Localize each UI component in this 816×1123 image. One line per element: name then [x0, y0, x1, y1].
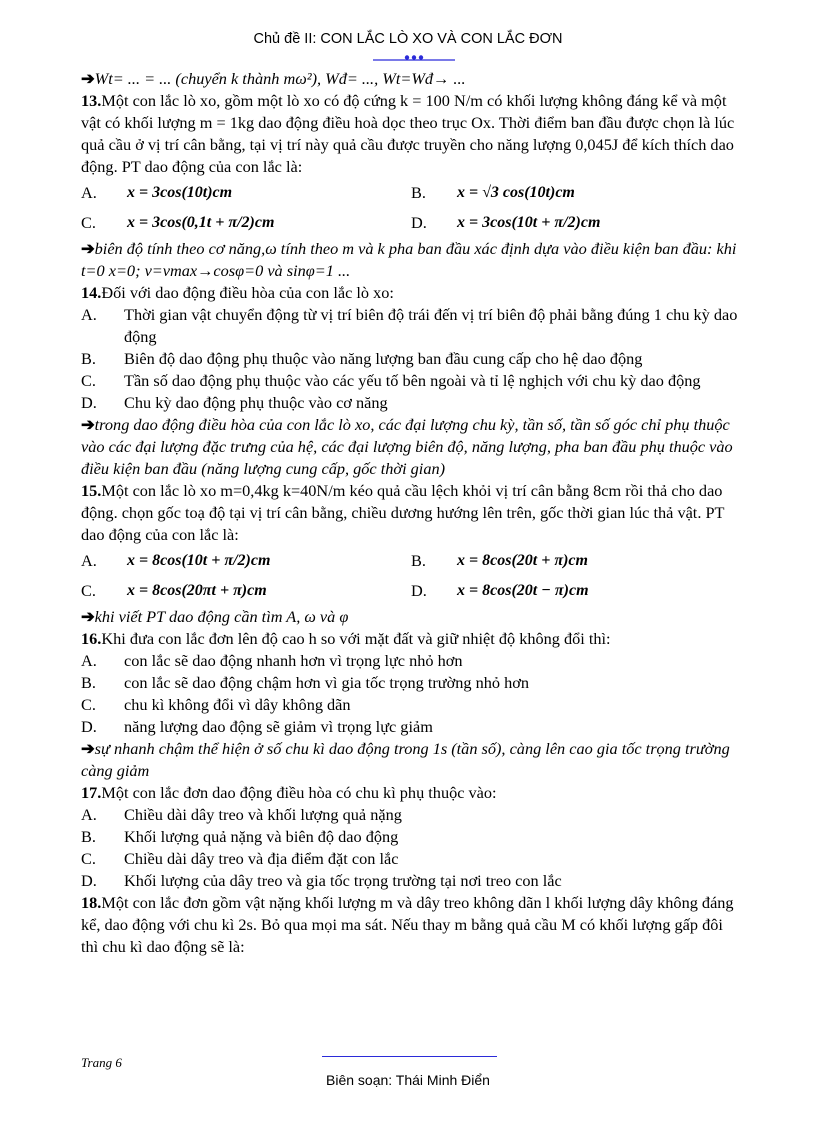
- q15-option-c: x = 8cos(20πt + π)cm: [127, 582, 267, 599]
- arrow-icon: ➔: [81, 607, 95, 626]
- note-13: ➔biên độ tính theo cơ năng,ω tính theo m và k pha ban đầu xác định dựa vào điều kiện ban đầu: khi t=0 x=0; v=vmax→cosφ=0 và sinφ=1 ...: [81, 239, 737, 280]
- header-ornament: [373, 54, 455, 64]
- note-intro: ➔Wt= ... = ... (chuyển k thành mω²), Wđ= ..., Wt=Wđ→ ...: [81, 69, 466, 88]
- page-header: Chủ đề II: CON LẮC LÒ XO VÀ CON LẮC ĐƠN: [253, 31, 563, 47]
- q17-option-b: B. Khối lượng quả nặng và biên độ dao động: [81, 827, 399, 846]
- arrow-icon: ➔: [81, 69, 95, 88]
- q16-option-d: D. năng lượng dao động sẽ giảm vì trọng lực giảm: [81, 717, 433, 736]
- q14-option-c: C. Tần số dao động phụ thuộc vào các yếu tố bên ngoài và tỉ lệ nghịch với chu kỳ dao động: [81, 371, 701, 390]
- q16-option-a: A. con lắc sẽ dao động nhanh hơn vì trọng lực nhỏ hơn: [81, 651, 463, 670]
- note-15: ➔khi viết PT dao động cần tìm A, ω và φ: [81, 607, 349, 626]
- q13-option-a: x = 3cos(10t)cm: [127, 184, 233, 201]
- q17-option-d: D. Khối lượng của dây treo và gia tốc trọng trường tại nơi treo con lắc: [81, 871, 562, 890]
- question-16: 16.Khi đưa con lắc đơn lên độ cao h so với mặt đất và giữ nhiệt độ không đổi thì:: [81, 629, 611, 648]
- q15-option-a: x = 8cos(10t + π/2)cm: [127, 552, 271, 569]
- q14-option-d: D. Chu kỳ dao động phụ thuộc vào cơ năng: [81, 393, 388, 412]
- q17-option-a: A. Chiều dài dây treo và khối lượng quả nặng: [81, 805, 402, 824]
- q13-option-d: x = 3cos(10t + π/2)cm: [457, 214, 601, 231]
- note-14: ➔trong dao động điều hòa của con lắc lò xo, các đại lượng chu kỳ, tần số, tần số góc chỉ phụ thuộc vào các đại lượng đặc trưng của hệ, các đại lượng biên độ, năng lượng, pha ban đầu phụ thuộc vào điều kiện ban đầu (năng lượng cung cấp, gốc thời gian): [81, 415, 733, 478]
- q14-option-a: A. Thời gian vật chuyển động từ vị trí biên độ trái đến vị trí biên độ phải bằng đúng 1 chu kỳ dao động: [81, 305, 738, 346]
- q13-options-row-1: A. x = 3cos(10t)cm B. x = √3 cos(10t)cm: [81, 183, 575, 202]
- q16-option-c: C. chu kì không đổi vì dây không dãn: [81, 695, 351, 714]
- q16-option-b: B. con lắc sẽ dao động chậm hơn vì gia tốc trọng trường nhỏ hơn: [81, 673, 529, 692]
- footer-author: Biên soạn: Thái Minh Điển: [326, 1072, 490, 1088]
- footer-divider: [322, 1056, 497, 1057]
- question-17: 17.Một con lắc đơn dao động điều hòa có chu kì phụ thuộc vào:: [81, 783, 497, 802]
- note-16: ➔sự nhanh chậm thể hiện ở số chu kì dao động trong 1s (tần số), càng lên cao gia tốc trọng trường càng giảm: [81, 739, 730, 780]
- question-18: 18.Một con lắc đơn gồm vật nặng khối lượng m và dây treo không dãn l khối lượng dây không đáng kể, dao động với chu kì 2s. Bỏ qua mọi ma sát. Nếu thay m bằng quả cầu M có khối lượng gấp đôi thì chu kì dao động sẽ là:: [81, 893, 734, 956]
- document-body: [81, 68, 741, 958]
- q14-option-b: B. Biên độ dao động phụ thuộc vào năng lượng ban đầu cung cấp cho hệ dao động: [81, 349, 643, 368]
- page-number: Trang 6: [81, 1055, 122, 1070]
- question-13: 13.Một con lắc lò xo, gồm một lò xo có độ cứng k = 100 N/m có khối lượng không đáng kể và một vật có khối lượng m = 1kg dao động điều hoà dọc theo trục Ox. Thời điểm ban đầu được chọn là lúc quả cầu ở vị trí cân bằng, tại vị trí này quả cầu được truyền cho năng lượng 0,045J để kích thích dao động. PT dao động của con lắc là:: [81, 91, 735, 176]
- q15-options-row-2: C. x = 8cos(20πt + π)cm D. x = 8cos(20t − π)cm: [81, 581, 589, 600]
- q13-option-c: x = 3cos(0,1t + π/2)cm: [127, 214, 275, 231]
- q13-options-row-2: C. x = 3cos(0,1t + π/2)cm D. x = 3cos(10t + π/2)cm: [81, 213, 601, 232]
- question-14: 14.Đối với dao động điều hòa của con lắc lò xo:: [81, 283, 394, 302]
- q15-option-d: x = 8cos(20t − π)cm: [457, 582, 589, 599]
- arrow-icon: ➔: [81, 415, 95, 434]
- arrow-icon: ➔: [81, 239, 95, 258]
- q15-option-b: x = 8cos(20t + π)cm: [457, 552, 588, 569]
- arrow-icon: ➔: [81, 739, 95, 758]
- q13-option-b: x = √3 cos(10t)cm: [457, 184, 575, 201]
- q15-options-row-1: A. x = 8cos(10t + π/2)cm B. x = 8cos(20t + π)cm: [81, 551, 588, 570]
- q17-option-c: C. Chiều dài dây treo và địa điểm đặt con lắc: [81, 849, 399, 868]
- question-15: 15.Một con lắc lò xo m=0,4kg k=40N/m kéo quả cầu lệch khỏi vị trí cân bằng 8cm rồi thả cho dao động. chọn gốc toạ độ tại vị trí cân bằng, chiều dương hướng lên trên, gốc thời gian lúc thả vật. PT dao động của con lắc là:: [81, 481, 725, 544]
